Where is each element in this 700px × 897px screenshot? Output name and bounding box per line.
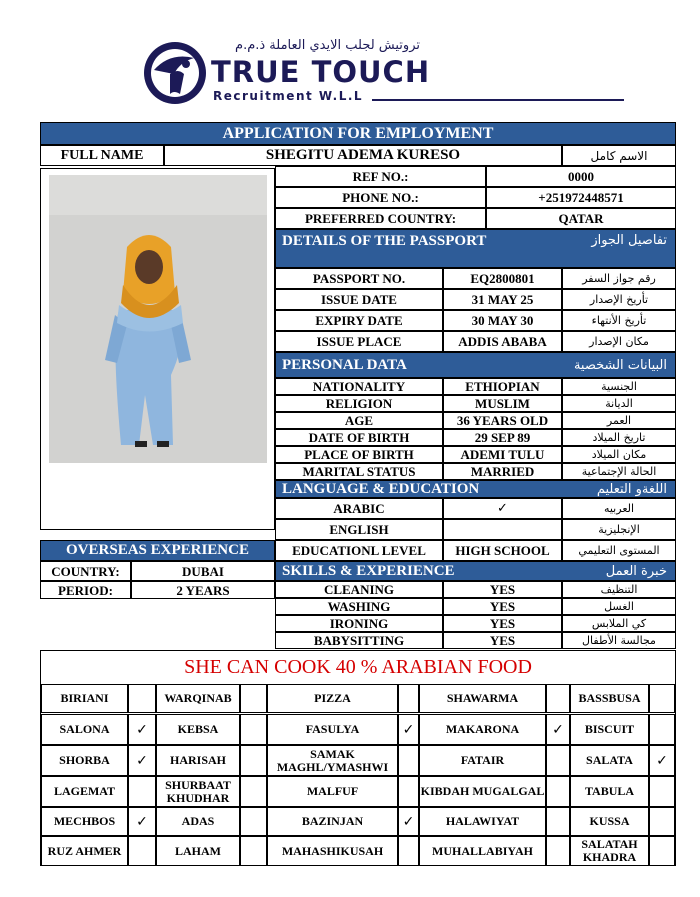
language-header-text: LANGUAGE & EDUCATION xyxy=(282,480,480,497)
dish-name: KEBSA xyxy=(156,714,240,745)
personal-row-label: PLACE OF BIRTH xyxy=(275,446,443,463)
dish-check-icon xyxy=(398,684,419,713)
passport-row-label: ISSUE PLACE xyxy=(275,331,443,352)
personal-row-arabic: الحالة الإجتماعية xyxy=(562,463,676,480)
dish-name: BAZINJAN xyxy=(267,807,398,836)
personal-row-value: 29 SEP 89 xyxy=(443,429,562,446)
dish-check-icon xyxy=(398,776,419,807)
language-header xyxy=(275,480,676,498)
dish-check-icon xyxy=(546,776,570,807)
passport-row-value: EQ2800801 xyxy=(443,268,562,289)
dish-check-icon xyxy=(649,714,675,745)
dish-check-icon: ✓ xyxy=(398,714,419,745)
overseas-header xyxy=(40,540,275,561)
dish-check-icon xyxy=(240,684,267,713)
dish-check-icon xyxy=(240,714,267,745)
personal-row-value: MUSLIM xyxy=(443,395,562,412)
dish-check-icon: ✓ xyxy=(128,714,156,745)
dish-name: FATAIR xyxy=(419,745,546,776)
passport-header xyxy=(275,229,676,268)
personal-row-value: MARRIED xyxy=(443,463,562,480)
skills-row-arabic: كي الملابس xyxy=(562,615,676,632)
dish-check-icon xyxy=(649,836,675,866)
skills-row-label: IRONING xyxy=(275,615,443,632)
dish-name: PIZZA xyxy=(267,684,398,713)
personal-row-arabic: مكان الميلاد xyxy=(562,446,676,463)
passport-header-arabic: تفاصيل الجواز xyxy=(591,233,667,248)
dish-check-icon: ✓ xyxy=(398,807,419,836)
personal-row-arabic: الجنسية xyxy=(562,378,676,395)
full-name-label: FULL NAME xyxy=(40,145,164,166)
language-row-arabic: العربيه xyxy=(562,498,676,519)
dish-check-icon xyxy=(546,807,570,836)
dish-name: SALONA xyxy=(41,714,128,745)
skills-header-text: SKILLS & EXPERIENCE xyxy=(282,562,455,579)
passport-row-arabic: مكان الإصدار xyxy=(562,331,676,352)
skills-row-value: YES xyxy=(443,581,562,598)
dish-name: SHAWARMA xyxy=(419,684,546,713)
company-subtitle: Recruitment W.L.L xyxy=(213,89,364,103)
personal-row-label: AGE xyxy=(275,412,443,429)
skills-header-arabic: خبرة العمل xyxy=(605,563,667,579)
dish-name: LAHAM xyxy=(156,836,240,866)
language-row-arabic: الإنجليزية xyxy=(562,519,676,540)
full-name-arabic: الاسم كامل xyxy=(562,145,676,166)
dish-name: ADAS xyxy=(156,807,240,836)
passport-row-value: 31 MAY 25 xyxy=(443,289,562,310)
passport-row-value: ADDIS ABABA xyxy=(443,331,562,352)
dish-name: SALATA xyxy=(570,745,649,776)
dish-check-icon xyxy=(240,807,267,836)
preferred-country-label: PREFERRED COUNTRY: xyxy=(275,208,486,229)
passport-row-label: PASSPORT NO. xyxy=(275,268,443,289)
dish-check-icon: ✓ xyxy=(546,714,570,745)
dish-check-icon xyxy=(240,745,267,776)
personal-row-label: DATE OF BIRTH xyxy=(275,429,443,446)
dish-name: SALATAH KHADRA xyxy=(570,836,649,866)
personal-row-arabic: العمر xyxy=(562,412,676,429)
dish-check-icon: ✓ xyxy=(128,745,156,776)
form-title-text: APPLICATION FOR EMPLOYMENT xyxy=(222,124,494,142)
language-row-label: ARABIC xyxy=(275,498,443,519)
dish-name: KIBDAH MUGALGAL xyxy=(419,776,546,807)
skills-row-value: YES xyxy=(443,598,562,615)
skills-row-value: YES xyxy=(443,615,562,632)
personal-header xyxy=(275,352,676,378)
dish-name: BASSBUSA xyxy=(570,684,649,713)
passport-row-arabic: تأريخ الإصدار xyxy=(562,289,676,310)
overseas-period-value: 2 YEARS xyxy=(131,581,275,599)
dish-check-icon: ✓ xyxy=(128,807,156,836)
applicant-photo xyxy=(49,175,267,463)
dish-check-icon xyxy=(649,684,675,713)
dish-check-icon xyxy=(128,684,156,713)
personal-row-value: 36 YEARS OLD xyxy=(443,412,562,429)
dish-name: SHURBAAT KHUDHAR xyxy=(156,776,240,807)
personal-row-value: ETHIOPIAN xyxy=(443,378,562,395)
dish-check-icon xyxy=(546,836,570,866)
cooking-slogan: SHE CAN COOK 40 % ARABIAN FOOD xyxy=(184,655,532,678)
skills-row-arabic: الغسل xyxy=(562,598,676,615)
passport-header-text: DETAILS OF THE PASSPORT xyxy=(282,233,487,249)
personal-row-value: ADEMI TULU xyxy=(443,446,562,463)
dish-name: LAGEMAT xyxy=(41,776,128,807)
dish-check-icon xyxy=(398,745,419,776)
skills-row-arabic: مجالسة الأطفال xyxy=(562,632,676,649)
personal-header-text: PERSONAL DATA xyxy=(282,356,407,373)
dish-name: WARQINAB xyxy=(156,684,240,713)
passport-row-label: ISSUE DATE xyxy=(275,289,443,310)
overseas-country-value: DUBAI xyxy=(131,561,275,581)
phone-label: PHONE NO.: xyxy=(275,187,486,208)
personal-row-label: RELIGION xyxy=(275,395,443,412)
phone-value: +251972448571 xyxy=(486,187,676,208)
dish-name: RUZ AHMER xyxy=(41,836,128,866)
applicant-photo-figure-icon xyxy=(49,175,267,463)
company-name: TRUE TOUCH xyxy=(211,55,431,89)
skills-row-label: WASHING xyxy=(275,598,443,615)
passport-row-value: 30 MAY 30 xyxy=(443,310,562,331)
dish-check-icon: ✓ xyxy=(649,745,675,776)
overseas-period-label: PERIOD: xyxy=(40,581,131,599)
dish-check-icon xyxy=(649,776,675,807)
dish-check-icon xyxy=(398,836,419,866)
dish-name: BIRIANI xyxy=(41,684,128,713)
dish-check-icon xyxy=(649,807,675,836)
full-name-value: SHEGITU ADEMA KURESO xyxy=(164,145,562,166)
dish-name: FASULYA xyxy=(267,714,398,745)
overseas-country-label: COUNTRY: xyxy=(40,561,131,581)
header-underline xyxy=(372,99,624,101)
company-logo-icon xyxy=(140,40,210,106)
personal-row-label: NATIONALITY xyxy=(275,378,443,395)
dish-check-icon xyxy=(240,776,267,807)
skills-row-label: BABYSITTING xyxy=(275,632,443,649)
language-row-arabic: المستوى التعليمي xyxy=(562,540,676,561)
language-row-value xyxy=(443,519,562,540)
dish-check-icon xyxy=(128,776,156,807)
personal-header-arabic: البيانات الشخصية xyxy=(573,357,667,373)
personal-row-label: MARITAL STATUS xyxy=(275,463,443,480)
dish-check-icon xyxy=(546,745,570,776)
dish-name: HARISAH xyxy=(156,745,240,776)
language-row-value: HIGH SCHOOL xyxy=(443,540,562,561)
personal-row-arabic: الديانة xyxy=(562,395,676,412)
skills-row-value: YES xyxy=(443,632,562,649)
dish-check-icon xyxy=(546,684,570,713)
dish-check-icon xyxy=(240,836,267,866)
preferred-country-value: QATAR xyxy=(486,208,676,229)
form-title xyxy=(40,122,676,145)
dish-name: KUSSA xyxy=(570,807,649,836)
overseas-header-text: OVERSEAS EXPERIENCE xyxy=(66,542,249,558)
ref-value: 0000 xyxy=(486,166,676,187)
language-header-arabic: اللغةو التعليم xyxy=(596,481,667,497)
dish-name: SHORBA xyxy=(41,745,128,776)
dish-name: MECHBOS xyxy=(41,807,128,836)
passport-row-arabic: تأريخ الأنتهاء xyxy=(562,310,676,331)
dish-name: MUHALLABIYAH xyxy=(419,836,546,866)
ref-label: REF NO.: xyxy=(275,166,486,187)
dish-name: HALAWIYAT xyxy=(419,807,546,836)
language-row-label: ENGLISH xyxy=(275,519,443,540)
personal-row-arabic: تاريخ الميلاد xyxy=(562,429,676,446)
passport-row-label: EXPIRY DATE xyxy=(275,310,443,331)
dish-name: SAMAK MAGHL/YMASHWI xyxy=(267,745,398,776)
passport-row-arabic: رقم جواز السفر xyxy=(562,268,676,289)
language-row-label: EDUCATIONL LEVEL xyxy=(275,540,443,561)
dish-name: MAKARONA xyxy=(419,714,546,745)
dish-check-icon xyxy=(128,836,156,866)
dish-name: MAHASHIKUSAH xyxy=(267,836,398,866)
company-name-arabic: تروتيش لجلب الايدي العاملة ذ.م.م xyxy=(235,38,420,53)
skills-row-arabic: التنظيف xyxy=(562,581,676,598)
dish-name: MALFUF xyxy=(267,776,398,807)
dish-name: BISCUIT xyxy=(570,714,649,745)
skills-row-label: CLEANING xyxy=(275,581,443,598)
photo-frame xyxy=(40,168,275,530)
language-row-value: ✓ xyxy=(443,498,562,519)
dish-name: TABULA xyxy=(570,776,649,807)
skills-header xyxy=(275,561,676,581)
